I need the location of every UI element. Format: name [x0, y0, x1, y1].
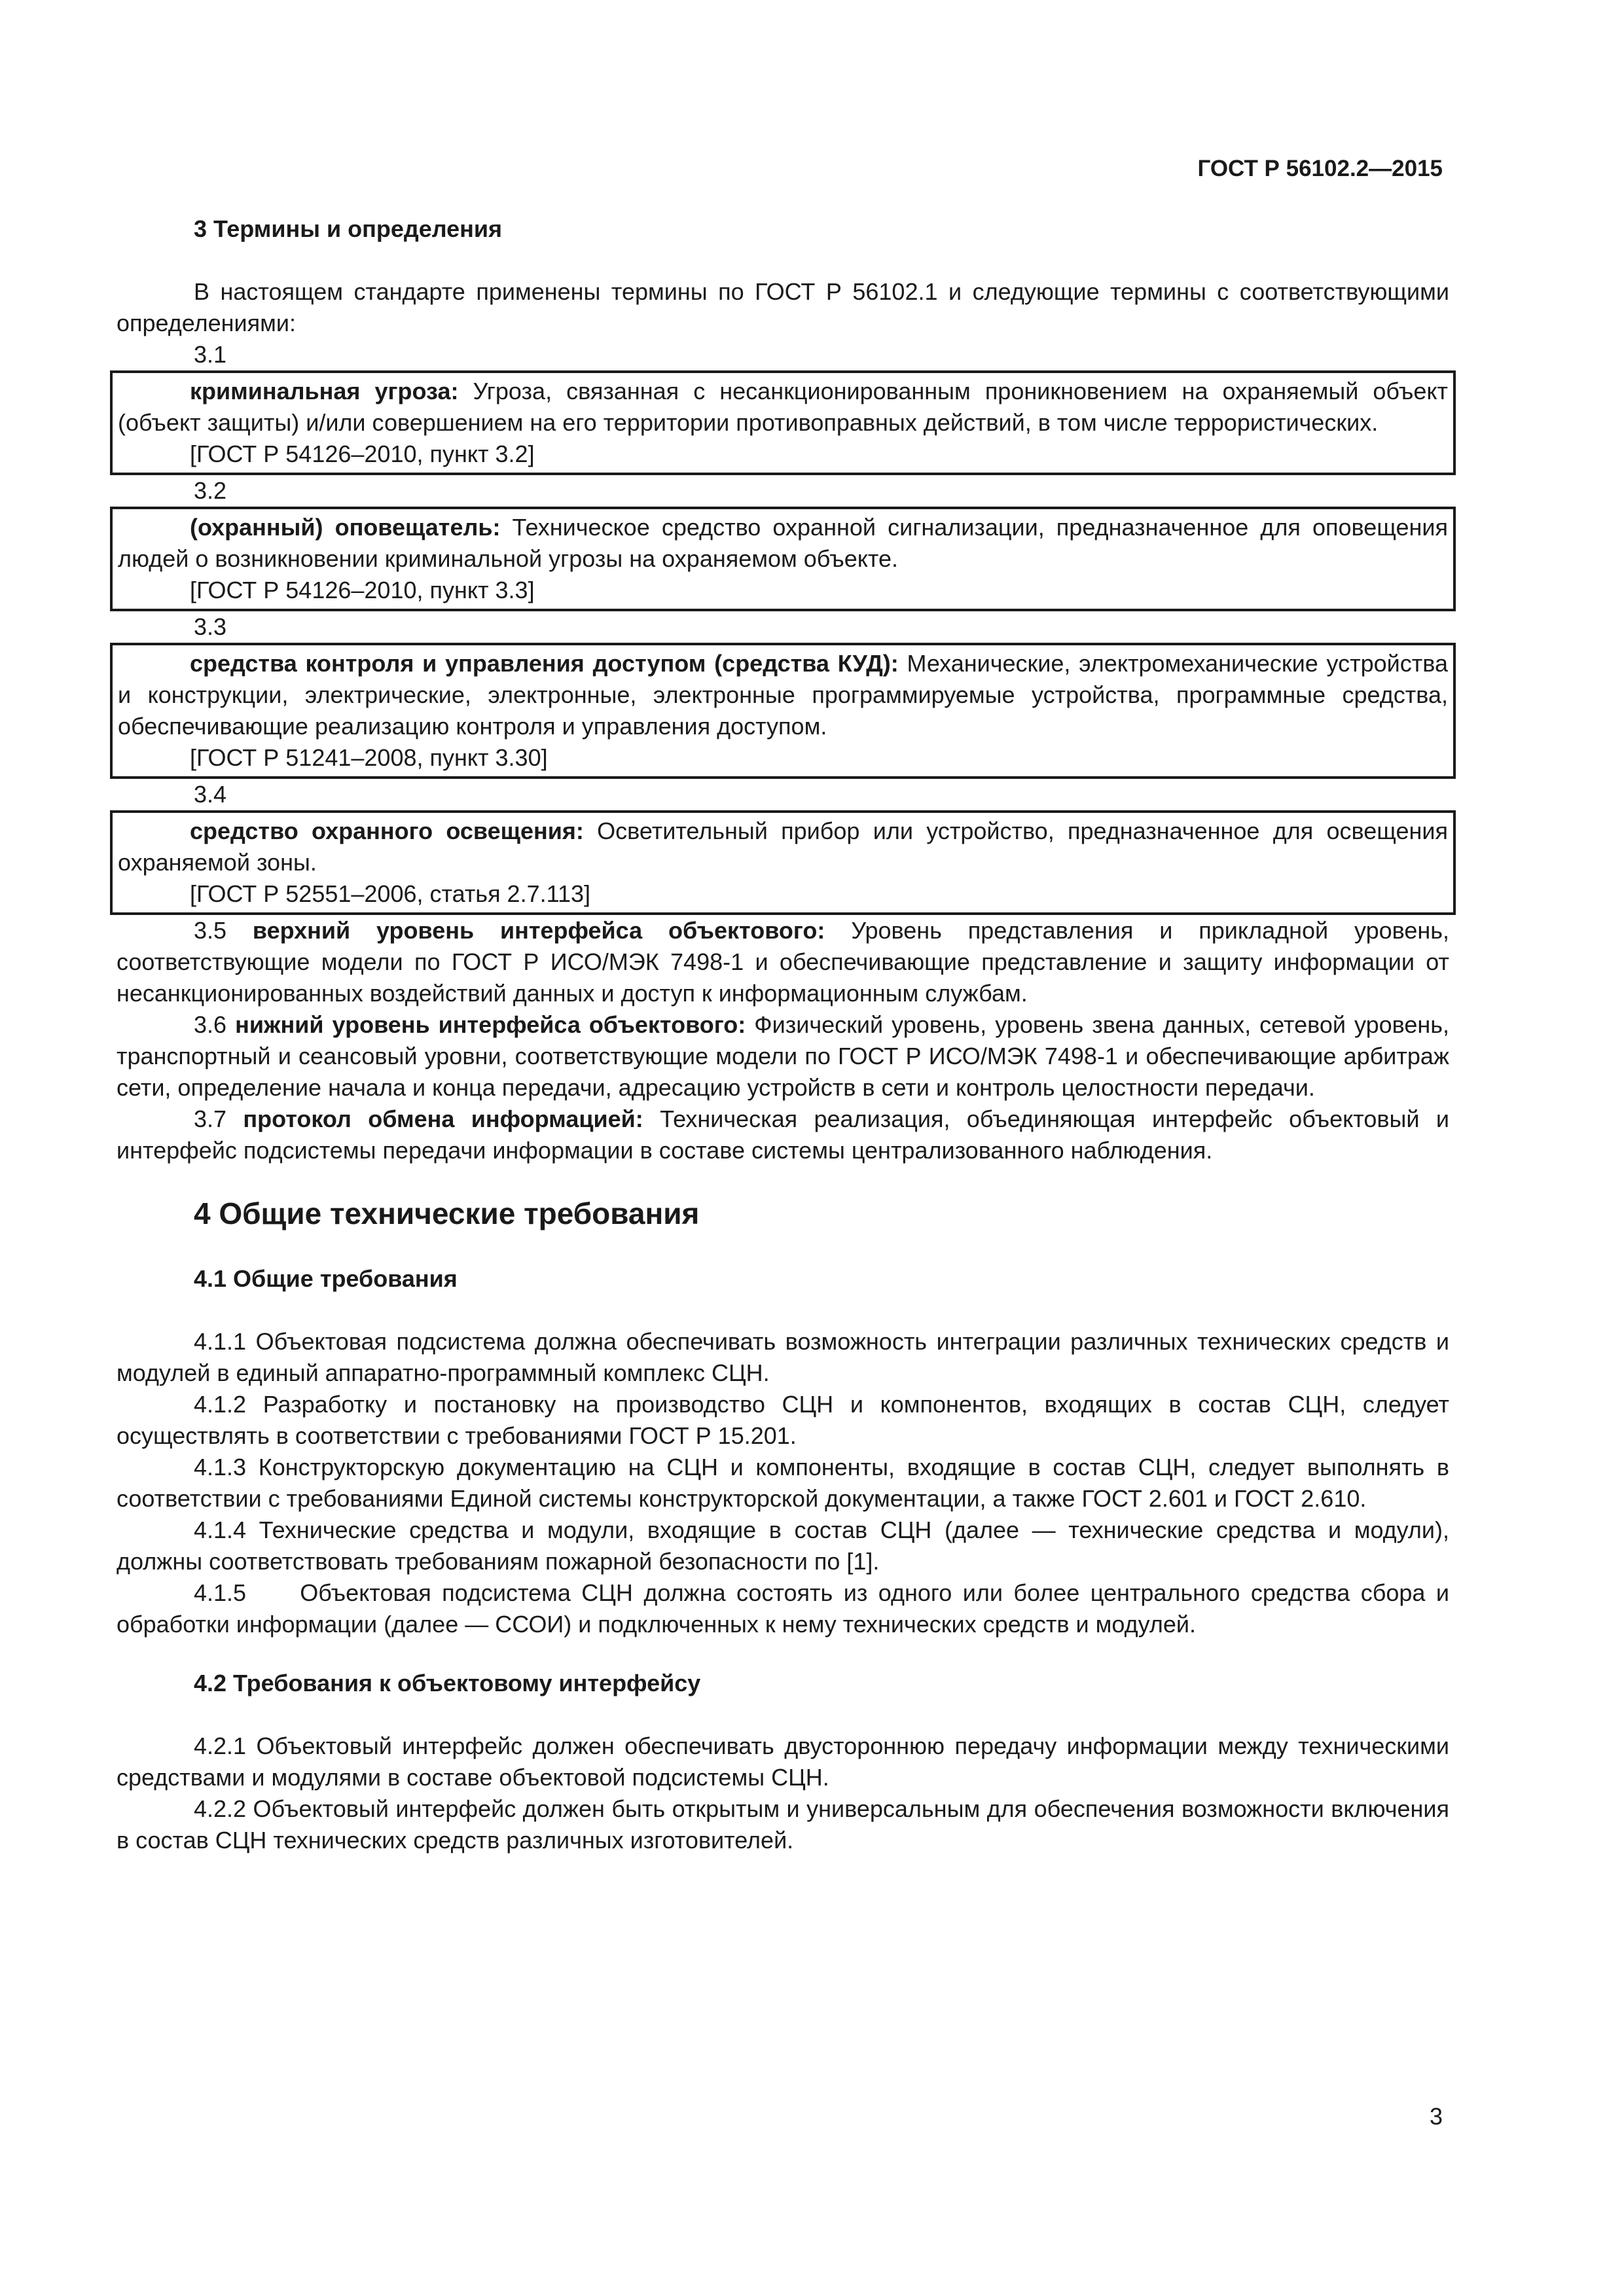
- term-3-6-number: 3.6: [194, 1011, 236, 1038]
- term-3-2-definition: Техническое средство охранной сигнализации, предназначенное для оповещения людей о возникновении криминальной угрозы на охраняемом объекте.: [118, 514, 1448, 572]
- page-number: 3: [1429, 2103, 1443, 2130]
- section-3-intro: В настоящем стандарте применены термины по ГОСТ Р 56102.1 и следующие термины с соответствующими определениями:: [117, 278, 1449, 336]
- term-3-1-number: 3.1: [194, 341, 227, 368]
- term-3-7-definition: Техническая реализация, объединяющая интерфейс объектовый и интерфейс подсистемы передачи информации в составе системы централизованного наблюдения.: [117, 1105, 1449, 1164]
- subsection-4-2-title: 4.2 Требования к объектовому интерфейсу: [194, 1670, 701, 1696]
- subsection-4-1-title: 4.1 Общие требования: [194, 1265, 458, 1292]
- term-3-5-name: верхний уровень интерфейса объектового:: [252, 917, 825, 944]
- term-3-2-box: [110, 507, 1456, 611]
- term-3-2-number: 3.2: [194, 477, 227, 504]
- term-3-6-definition: Физический уровень, уровень звена данных, сетевой уровень, транспортный и сеансовый уровни, соответствующие модели по ГОСТ Р ИСО/МЭК 7498-1 и обеспечивающие арбитраж сети, определение начала и конца передачи, адресацию устройств в сети и контроль целостности передачи.: [117, 1011, 1450, 1101]
- term-3-1-text: [118, 376, 1448, 439]
- term-3-4-name: средство охранного освещения:: [190, 817, 584, 844]
- term-3-7-number: 3.7: [194, 1105, 244, 1132]
- term-3-3-name: средства контроля и управления доступом (средства КУД):: [190, 650, 899, 677]
- page-content: [117, 213, 1456, 1856]
- clause-4-1-4: 4.1.4 Технические средства и модули, входящие в состав СЦН (далее — технические средства и модули), должны соответствовать требованиям пожарной безопасности по [1].: [117, 1516, 1449, 1575]
- term-3-7: [117, 1103, 1449, 1166]
- term-3-5-number: 3.5: [194, 917, 253, 944]
- term-3-7-name: протокол обмена информацией:: [243, 1105, 643, 1132]
- clause-4-2-1: 4.2.1 Объектовый интерфейс должен обеспечивать двустороннюю передачу информации между техническими средствами и модулями в составе объектовой подсистемы СЦН.: [117, 1732, 1449, 1791]
- term-3-2-source: [ГОСТ Р 54126–2010, пункт 3.3]: [190, 577, 535, 603]
- term-3-3-box: [110, 643, 1456, 779]
- term-3-4-definition: Осветительный прибор или устройство, предназначенное для освещения охраняемой зоны.: [118, 817, 1449, 876]
- term-3-4-number: 3.4: [194, 781, 227, 808]
- section-4-title: 4 Общие технические требования: [194, 1196, 700, 1230]
- clause-4-2-2: 4.2.2 Объектовый интерфейс должен быть открытым и универсальным для обеспечения возможности включения в состав СЦН технических средств различных изготовителей.: [117, 1795, 1449, 1854]
- term-3-2-name: (охранный) оповещатель:: [190, 514, 501, 541]
- section-3-title: 3 Термины и определения: [194, 215, 503, 242]
- term-3-6: [117, 1009, 1449, 1103]
- clause-4-1-5: 4.1.5 Объектовая подсистема СЦН должна состоять из одного или более центрального средства сбора и обработки информации (далее — ССОИ) и подключенных к нему технических средств и модулей.: [117, 1579, 1456, 1638]
- term-3-4-source: [ГОСТ Р 52551–2006, статья 2.7.113]: [190, 880, 590, 907]
- term-3-4-text: [118, 816, 1448, 878]
- term-3-3-text: [118, 648, 1448, 742]
- term-3-2-text: [118, 512, 1448, 575]
- term-3-1-name: криминальная угроза:: [190, 378, 459, 404]
- term-3-4-box: [110, 810, 1456, 915]
- term-3-1-source: [ГОСТ Р 54126–2010, пункт 3.2]: [190, 440, 535, 467]
- term-3-3-number: 3.3: [194, 613, 227, 640]
- clause-4-1-2: 4.1.2 Разработку и постановку на производство СЦН и компонентов, входящих в состав СЦН, следует осуществлять в соответствии с требованиями ГОСТ Р 15.201.: [117, 1391, 1449, 1449]
- term-3-1-definition: Угроза, связанная с несанкционированным проникновением на охраняемый объект (объект защиты) и/или совершением на его территории противоправных действий, в том числе террористических.: [118, 378, 1448, 436]
- term-3-3-source: [ГОСТ Р 51241–2008, пункт 3.30]: [190, 744, 548, 771]
- clause-4-1-1: 4.1.1 Объектовая подсистема должна обеспечивать возможность интеграции различных технических средств и модулей в единый аппаратно-программный комплекс СЦН.: [117, 1328, 1449, 1386]
- term-3-1-box: [110, 370, 1456, 475]
- term-3-5: [117, 915, 1449, 1009]
- term-3-5-definition: Уровень представления и прикладной уровень, соответствующие модели по ГОСТ Р ИСО/МЭК 7498-1 и обеспечивающие представление и защиту информации от несанкционированных воздействий данных и доступ к информационным службам.: [117, 917, 1449, 1007]
- document-code: ГОСТ Р 56102.2—2015: [1197, 156, 1443, 181]
- term-3-6-name: нижний уровень интерфейса объектового:: [235, 1011, 746, 1038]
- term-3-3-definition: Механические, электромеханические устройства и конструкции, электрические, электронные, электронные программируемые устройства, программные средства, обеспечивающие реализацию контроля и управления доступом.: [118, 650, 1448, 740]
- clause-4-1-3: 4.1.3 Конструкторскую документацию на СЦН и компоненты, входящие в состав СЦН, следует выполнять в соответствии с требованиями Единой системы конструкторской документации, а также ГОСТ 2.601 и ГОСТ 2.610.: [117, 1454, 1449, 1512]
